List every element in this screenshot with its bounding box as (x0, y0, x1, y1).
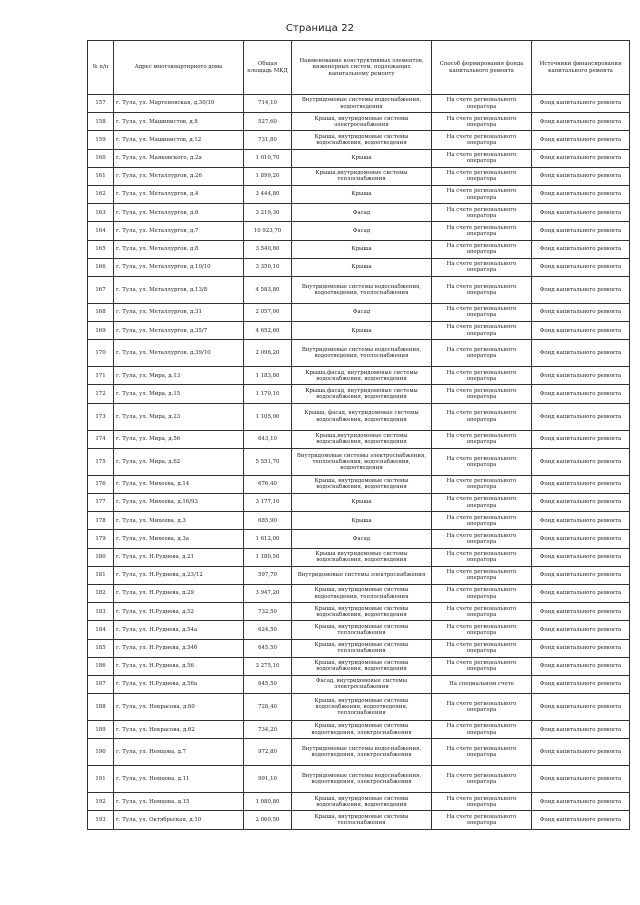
cell-num: 172 (88, 385, 114, 403)
cell-area: 2 057,00 (244, 303, 292, 321)
cell-source: Фонд капитального ремонта (532, 149, 630, 167)
cell-source: Фонд капитального ремонта (532, 766, 630, 793)
cell-source: Фонд капитального ремонта (532, 530, 630, 548)
cell-method: На счете регионального оператора (432, 240, 532, 258)
cell-method: На счете регионального оператора (432, 475, 532, 493)
cell-area: 5 551,70 (244, 448, 292, 475)
cell-area: 1 105,90 (244, 403, 292, 430)
cell-area: 734,20 (244, 721, 292, 739)
table-row (88, 657, 630, 675)
header-source: Источники финансирования капитального ремонта (532, 41, 630, 95)
table-row (88, 694, 630, 721)
cell-method: На счете регионального оператора (432, 303, 532, 321)
cell-num: 160 (88, 149, 114, 167)
cell-works: Крыша, внутридомовые системы водоснабжения, водоотведения (292, 475, 432, 493)
cell-works: Фасад (292, 303, 432, 321)
cell-num: 191 (88, 766, 114, 793)
cell-source: Фонд капитального ремонта (532, 167, 630, 185)
cell-num: 165 (88, 240, 114, 258)
cell-num: 167 (88, 276, 114, 303)
cell-source: Фонд капитального ремонта (532, 204, 630, 222)
cell-area: 991,10 (244, 766, 292, 793)
cell-method: На счете регионального оператора (432, 95, 532, 113)
cell-address: г. Тула, ул. Мира, д.15 (114, 385, 244, 403)
cell-num: 183 (88, 603, 114, 621)
cell-num: 190 (88, 739, 114, 766)
cell-address: г. Тула, ул. Н.Руднева, д.54б (114, 639, 244, 657)
cell-method: На счете регионального оператора (432, 367, 532, 385)
table-row (88, 240, 630, 258)
cell-source: Фонд капитального ремонта (532, 811, 630, 829)
cell-address: г. Тула, ул. Михеева, д.3а (114, 530, 244, 548)
table-body (88, 95, 630, 830)
cell-address: г. Тула, ул. Н.Руднева, д.21 (114, 548, 244, 566)
cell-address: г. Тула, ул. Н.Руднева, д.56а (114, 675, 244, 693)
table-row (88, 131, 630, 149)
cell-source: Фонд капитального ремонта (532, 322, 630, 340)
cell-method: На счете регионального оператора (432, 113, 532, 131)
cell-works: Внутридомовые системы электроснабжения (292, 566, 432, 584)
cell-area: 1 612,00 (244, 530, 292, 548)
header-address: Адрес многоквартирного дома (114, 41, 244, 95)
cell-method: На счете регионального оператора (432, 566, 532, 584)
cell-method: На счете регионального оператора (432, 385, 532, 403)
cell-num: 159 (88, 131, 114, 149)
cell-works: Крыша, внутридомовые системы водоотведения, теплоснабжения (292, 584, 432, 602)
cell-source: Фонд капитального ремонта (532, 113, 630, 131)
cell-address: г. Тула, ул. Немцова, д.7 (114, 739, 244, 766)
cell-method: На счете регионального оператора (432, 694, 532, 721)
cell-source: Фонд капитального ремонта (532, 739, 630, 766)
header-area: Общая площадь МКД (244, 41, 292, 95)
cell-works: Фасад (292, 530, 432, 548)
cell-works: Крыша,фасад, внутридомовые системы водоснабжения, водоотведения (292, 385, 432, 403)
cell-address: г. Тула, ул. Маяковского, д.2а (114, 149, 244, 167)
cell-area: 3 947,20 (244, 584, 292, 602)
cell-method: На счете регионального оператора (432, 258, 532, 276)
cell-num: 186 (88, 657, 114, 675)
cell-num: 189 (88, 721, 114, 739)
cell-source: Фонд капитального ремонта (532, 276, 630, 303)
cell-area: 1 170,10 (244, 385, 292, 403)
cell-num: 173 (88, 403, 114, 430)
cell-source: Фонд капитального ремонта (532, 793, 630, 811)
table-row (88, 258, 630, 276)
table-row (88, 566, 630, 584)
cell-source: Фонд капитального ремонта (532, 258, 630, 276)
cell-works: Крыша, внутридомовые системы водоснабжения, водоотведения (292, 657, 432, 675)
cell-address: г. Тула, ул. Н.Руднева, д.56 (114, 657, 244, 675)
cell-address: г. Тула, ул. Металлургов, д.26 (114, 167, 244, 185)
cell-area: 676,40 (244, 475, 292, 493)
cell-method: На счете регионального оператора (432, 739, 532, 766)
cell-area: 4 583,80 (244, 276, 292, 303)
cell-source: Фонд капитального ремонта (532, 694, 630, 721)
cell-method: На счете регионального оператора (432, 167, 532, 185)
table-row (88, 766, 630, 793)
cell-address: г. Тула, ул. Металлургов, д.6 (114, 204, 244, 222)
cell-area: 1 183,80 (244, 367, 292, 385)
cell-method: На счете регионального оператора (432, 621, 532, 639)
cell-address: г. Тула, ул. Металлургов, д.13/8 (114, 276, 244, 303)
cell-num: 157 (88, 95, 114, 113)
table-row (88, 303, 630, 321)
cell-method: На счете регионального оператора (432, 340, 532, 367)
cell-address: г. Тула, ул. Машинистов, д.12 (114, 131, 244, 149)
cell-num: 192 (88, 793, 114, 811)
cell-address: г. Тула, ул. Н.Руднева, д.52 (114, 603, 244, 621)
table-row (88, 530, 630, 548)
cell-source: Фонд капитального ремонта (532, 512, 630, 530)
cell-num: 181 (88, 566, 114, 584)
cell-area: 4 652,60 (244, 322, 292, 340)
cell-works: Внутридомовые системы водоснабжения, водоотведения, электроснабжения (292, 739, 432, 766)
cell-works: Крыша, внутридомовые системы электроснабжения (292, 113, 432, 131)
cell-works: Крыша (292, 494, 432, 512)
cell-source: Фонд капитального ремонта (532, 385, 630, 403)
cell-area: 1 080,80 (244, 793, 292, 811)
cell-area: 3 444,80 (244, 185, 292, 203)
cell-address: г. Тула, ул. Некрасова, д.62 (114, 721, 244, 739)
repair-program-table (87, 40, 630, 830)
cell-num: 169 (88, 322, 114, 340)
table-row (88, 322, 630, 340)
cell-num: 170 (88, 340, 114, 367)
cell-address: г. Тула, ул. Немцова, д.15 (114, 793, 244, 811)
cell-num: 184 (88, 621, 114, 639)
cell-num: 185 (88, 639, 114, 657)
cell-method: На счете регионального оператора (432, 222, 532, 240)
cell-source: Фонд капитального ремонта (532, 367, 630, 385)
cell-method: На счете регионального оператора (432, 721, 532, 739)
cell-works: Крыша, внутридомовые системы теплоснабжения (292, 621, 432, 639)
table-row (88, 340, 630, 367)
cell-num: 180 (88, 548, 114, 566)
cell-method: На счете регионального оператора (432, 276, 532, 303)
table-row (88, 276, 630, 303)
cell-method: На счете регионального оператора (432, 530, 532, 548)
cell-works: Внутридомовые системы водоснабжения, водоотведения, теплоснабжения (292, 276, 432, 303)
cell-area: 972,80 (244, 739, 292, 766)
header-method: Способ формирования фонда капитального ремонта (432, 41, 532, 95)
cell-method: На счете регионального оператора (432, 149, 532, 167)
table-row (88, 367, 630, 385)
cell-works: Крыша (292, 512, 432, 530)
cell-address: г. Тула, ул. Михеева, д.14 (114, 475, 244, 493)
cell-area: 527,60 (244, 113, 292, 131)
cell-method: На счете регионального оператора (432, 548, 532, 566)
cell-works: Внутридомовые системы водоснабжения, водоотведения (292, 95, 432, 113)
cell-works: Фасад (292, 204, 432, 222)
header-works: Наименование конструктивных элементов, инженерных систем, подлежащих капитальному ремонту (292, 41, 432, 95)
cell-address: г. Тула, ул. Металлургов, д.39/10 (114, 340, 244, 367)
cell-num: 161 (88, 167, 114, 185)
cell-works: Внутридомовые системы водоснабжения, водоотведения, электроснабжения (292, 766, 432, 793)
cell-area: 3 540,80 (244, 240, 292, 258)
cell-area: 624,50 (244, 621, 292, 639)
cell-area: 1 010,70 (244, 149, 292, 167)
cell-num: 164 (88, 222, 114, 240)
cell-method: На счете регионального оператора (432, 131, 532, 149)
cell-address: г. Тула, ул. Мартеновская, д.30/10 (114, 95, 244, 113)
cell-works: Крыша (292, 322, 432, 340)
cell-area: 645,50 (244, 675, 292, 693)
cell-address: г. Тула, ул. Металлургов, д.31 (114, 303, 244, 321)
table-row (88, 448, 630, 475)
cell-address: г. Тула, ул. Мира, д.62 (114, 448, 244, 475)
cell-method: На счете регионального оператора (432, 793, 532, 811)
cell-method: На счете регионального оператора (432, 185, 532, 203)
cell-num: 179 (88, 530, 114, 548)
cell-area: 3 350,10 (244, 258, 292, 276)
cell-area: 3 219,30 (244, 204, 292, 222)
cell-source: Фонд капитального ремонта (532, 303, 630, 321)
cell-address: г. Тула, ул. Мира, д.13 (114, 367, 244, 385)
cell-source: Фонд капитального ремонта (532, 675, 630, 693)
cell-method: На счете регионального оператора (432, 448, 532, 475)
cell-method: На счете регионального оператора (432, 403, 532, 430)
cell-works: Крыша внутридомовые системы водоснабжения, водоотведения (292, 548, 432, 566)
cell-address: г. Тула, ул. Мира, д.56 (114, 430, 244, 448)
table-row (88, 149, 630, 167)
table-row (88, 385, 630, 403)
cell-source: Фонд капитального ремонта (532, 95, 630, 113)
cell-works: Крыша,внутридомовые системы водоснабжения, водоотведения (292, 430, 432, 448)
table-header (88, 41, 630, 95)
cell-method: На счете регионального оператора (432, 766, 532, 793)
cell-works: Крыша, внутридомовые системы водоснабжения, водоотведения (292, 131, 432, 149)
cell-area: 3 275,10 (244, 657, 292, 675)
cell-works: Крыша, внутридомовые системы теплоснабжения (292, 811, 432, 829)
cell-num: 158 (88, 113, 114, 131)
cell-works: Внутридомовые системы электроснабжения, теплоснабжения, водоснабжения, водоотведения (292, 448, 432, 475)
cell-area: 3 177,10 (244, 494, 292, 512)
cell-works: Крыша (292, 185, 432, 203)
cell-works: Фасад (292, 222, 432, 240)
cell-area: 732,50 (244, 603, 292, 621)
cell-method: На счете регионального оператора (432, 639, 532, 657)
header-row (88, 41, 630, 95)
cell-method: На счете регионального оператора (432, 811, 532, 829)
table-row (88, 185, 630, 203)
cell-address: г. Тула, ул. Немцова, д.11 (114, 766, 244, 793)
header-num: № п/п (88, 41, 114, 95)
table-row (88, 621, 630, 639)
cell-num: 193 (88, 811, 114, 829)
cell-num: 162 (88, 185, 114, 203)
cell-num: 188 (88, 694, 114, 721)
cell-method: На счете регионального оператора (432, 512, 532, 530)
cell-num: 174 (88, 430, 114, 448)
cell-source: Фонд капитального ремонта (532, 240, 630, 258)
cell-area: 597,70 (244, 566, 292, 584)
cell-method: На счете регионального оператора (432, 494, 532, 512)
cell-address: г. Тула, ул. Н.Руднева, д.54а (114, 621, 244, 639)
table-row (88, 512, 630, 530)
cell-method: На счете регионального оператора (432, 657, 532, 675)
cell-address: г. Тула, ул. Н.Руднева, д.23/12 (114, 566, 244, 584)
cell-num: 176 (88, 475, 114, 493)
cell-source: Фонд капитального ремонта (532, 566, 630, 584)
cell-num: 182 (88, 584, 114, 602)
cell-address: г. Тула, ул. Мира, д.23 (114, 403, 244, 430)
cell-area: 728,40 (244, 694, 292, 721)
table-row (88, 475, 630, 493)
table-row (88, 167, 630, 185)
table-row (88, 430, 630, 448)
table-row (88, 603, 630, 621)
cell-works: Крыша (292, 149, 432, 167)
table-row (88, 739, 630, 766)
cell-works: Крыша (292, 240, 432, 258)
cell-num: 178 (88, 512, 114, 530)
cell-source: Фонд капитального ремонта (532, 657, 630, 675)
cell-address: г. Тула, ул. Октябрьская, д.10 (114, 811, 244, 829)
cell-num: 168 (88, 303, 114, 321)
cell-num: 175 (88, 448, 114, 475)
cell-works: Крыша (292, 258, 432, 276)
cell-num: 163 (88, 204, 114, 222)
table-row (88, 548, 630, 566)
cell-works: Фасад, внутридомовые системы электроснабжения (292, 675, 432, 693)
cell-works: Крыша, внутридомовые системы водоснабжения, водоотведения, теплоснабжения (292, 694, 432, 721)
cell-num: 166 (88, 258, 114, 276)
cell-source: Фонд капитального ремонта (532, 603, 630, 621)
cell-source: Фонд капитального ремонта (532, 340, 630, 367)
cell-address: г. Тула, ул. Машинистов, д.8 (114, 113, 244, 131)
cell-source: Фонд капитального ремонта (532, 639, 630, 657)
cell-address: г. Тула, ул. Металлургов, д.8 (114, 240, 244, 258)
cell-address: г. Тула, ул. Некрасова, д.60 (114, 694, 244, 721)
cell-source: Фонд капитального ремонта (532, 475, 630, 493)
cell-works: Крыша,фасад, внутридомовые системы водоснабжения, водоотведения (292, 367, 432, 385)
page-title: Страница 22 (285, 23, 355, 34)
table-row (88, 675, 630, 693)
cell-source: Фонд капитального ремонта (532, 548, 630, 566)
cell-method: На счете регионального оператора (432, 603, 532, 621)
cell-works: Внутридомовые системы водоснабжения, водоотведения, теплоснабжения (292, 340, 432, 367)
cell-area: 2 096,20 (244, 340, 292, 367)
cell-source: Фонд капитального ремонта (532, 185, 630, 203)
cell-method: На счете регионального оператора (432, 430, 532, 448)
table-row (88, 222, 630, 240)
cell-source: Фонд капитального ремонта (532, 494, 630, 512)
cell-source: Фонд капитального ремонта (532, 584, 630, 602)
cell-address: г. Тула, ул. Михеева, д.3 (114, 512, 244, 530)
cell-works: Крыша, внутридомовые системы водоотведения, электроснабжения (292, 721, 432, 739)
cell-area: 1 180,50 (244, 548, 292, 566)
table-row (88, 584, 630, 602)
cell-works: Крыша, внутридомовые системы водоснабжения, водоотведения (292, 603, 432, 621)
cell-source: Фонд капитального ремонта (532, 403, 630, 430)
cell-area: 1 899,20 (244, 167, 292, 185)
cell-works: Крыша,внутридомовые системы теплоснабжения (292, 167, 432, 185)
table-row (88, 95, 630, 113)
cell-source: Фонд капитального ремонта (532, 430, 630, 448)
cell-address: г. Тула, ул. Металлургов, д.7 (114, 222, 244, 240)
cell-source: Фонд капитального ремонта (532, 448, 630, 475)
cell-method: На специальном счете (432, 675, 532, 693)
cell-num: 187 (88, 675, 114, 693)
cell-method: На счете регионального оператора (432, 204, 532, 222)
table-row (88, 113, 630, 131)
cell-source: Фонд капитального ремонта (532, 721, 630, 739)
cell-area: 643,10 (244, 430, 292, 448)
table-row (88, 403, 630, 430)
cell-source: Фонд капитального ремонта (532, 621, 630, 639)
cell-num: 177 (88, 494, 114, 512)
cell-source: Фонд капитального ремонта (532, 131, 630, 149)
cell-works: Крыша, внутридомовые системы теплоснабжения (292, 639, 432, 657)
cell-method: На счете регионального оператора (432, 584, 532, 602)
cell-source: Фонд капитального ремонта (532, 222, 630, 240)
cell-address: г. Тула, ул. Н.Руднева, д.29 (114, 584, 244, 602)
cell-address: г. Тула, ул. Металлургов, д.4 (114, 185, 244, 203)
cell-address: г. Тула, ул. Металлургов, д.10/10 (114, 258, 244, 276)
cell-works: Крыша, фасад, внутридомовые системы водоснабжения, водоотведения (292, 403, 432, 430)
table-row (88, 793, 630, 811)
table-row (88, 721, 630, 739)
cell-area: 685,90 (244, 512, 292, 530)
cell-area: 10 923,70 (244, 222, 292, 240)
cell-works: Крыша, внутридомовые системы водоснабжения, водоотведения (292, 793, 432, 811)
table-row (88, 494, 630, 512)
table-row (88, 811, 630, 829)
table-row (88, 204, 630, 222)
table-row (88, 639, 630, 657)
cell-area: 731,80 (244, 131, 292, 149)
cell-area: 645,50 (244, 639, 292, 657)
cell-area: 714,10 (244, 95, 292, 113)
cell-area: 2 060,50 (244, 811, 292, 829)
cell-address: г. Тула, ул. Металлургов, д.35/7 (114, 322, 244, 340)
cell-address: г. Тула, ул. Михеева, д.16/93 (114, 494, 244, 512)
cell-method: На счете регионального оператора (432, 322, 532, 340)
cell-num: 171 (88, 367, 114, 385)
